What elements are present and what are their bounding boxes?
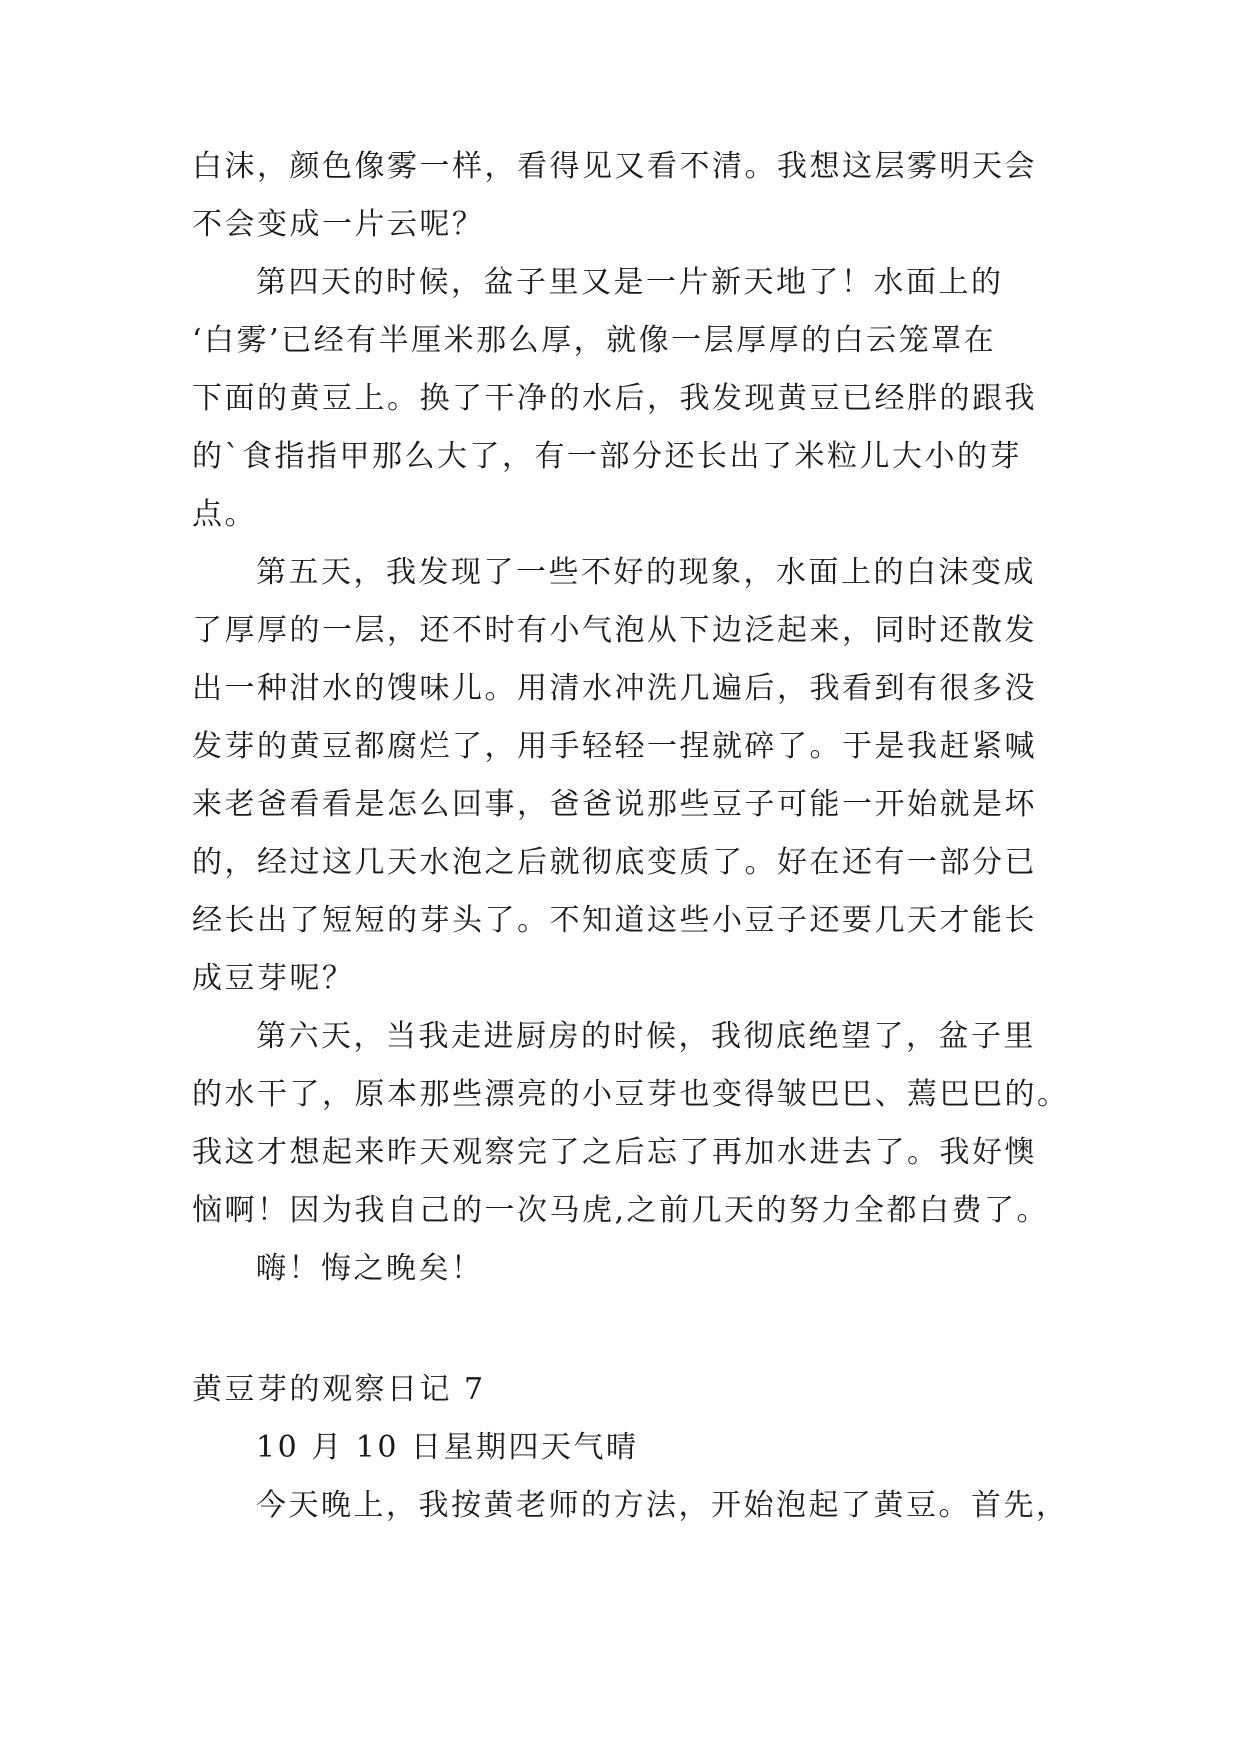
body-text-line: 的水干了，原本那些漂亮的小豆芽也变得皱巴巴、蔫巴巴的。 — [192, 1077, 1070, 1112]
body-text-line: 今天晚上，我按黄老师的方法，开始泡起了黄豆。首先， — [256, 1488, 1069, 1523]
paragraph-day6-start: 第六天，当我走进厨房的时候，我彻底绝望了，盆子里 — [256, 1019, 1036, 1054]
date-line: 10 月 10 日星期四天气晴 — [256, 1430, 639, 1465]
closing-line: 嗨！悔之晚矣！ — [256, 1251, 484, 1286]
body-text-line: 经长出了短短的芽头了。不知道这些小豆子还要几天才能长 — [192, 903, 1037, 938]
body-text-line: ‘白雾’已经有半厘米那么厚，就像一层厚厚的白云笼罩在 — [192, 323, 997, 358]
body-text-line: 白沫，颜色像雾一样，看得见又看不清。我想这层雾明天会 — [192, 149, 1037, 184]
body-text-line: 出一种泔水的馊味儿。用清水冲洗几遍后，我看到有很多没 — [192, 671, 1037, 706]
body-text-line: 来老爸看看是怎么回事，爸爸说那些豆子可能一开始就是坏 — [192, 787, 1037, 822]
paragraph-day5-start: 第五天，我发现了一些不好的现象，水面上的白沫变成 — [256, 555, 1036, 590]
body-text-line: 的，经过这几天水泡之后就彻底变质了。好在还有一部分已 — [192, 845, 1037, 880]
body-text-line: 成豆芽呢？ — [192, 961, 355, 996]
body-text-line: 的`食指指甲那么大了，有一部分还长出了米粒儿大小的芽 — [192, 439, 1022, 474]
body-text-line: 恼啊！因为我自己的一次马虎,之前几天的努力全都白费了。 — [192, 1193, 1050, 1228]
body-text-line: 下面的黄豆上。换了干净的水后，我发现黄豆已经胖的跟我 — [192, 381, 1037, 416]
body-text-line: 我这才想起来昨天观察完了之后忘了再加水进去了。我好懊 — [192, 1135, 1037, 1170]
paragraph-day4-start: 第四天的时候，盆子里又是一片新天地了！水面上的 — [256, 265, 1004, 300]
section-title: 黄豆芽的观察日记 7 — [192, 1372, 486, 1407]
body-text-line: 点。 — [192, 497, 257, 532]
body-text-line: 了厚厚的一层，还不时有小气泡从下边泛起来，同时还散发 — [192, 613, 1037, 648]
body-text-line: 发芽的黄豆都腐烂了，用手轻轻一捏就碎了。于是我赶紧喊 — [192, 729, 1037, 764]
body-text-line: 不会变成一片云呢？ — [192, 207, 485, 242]
